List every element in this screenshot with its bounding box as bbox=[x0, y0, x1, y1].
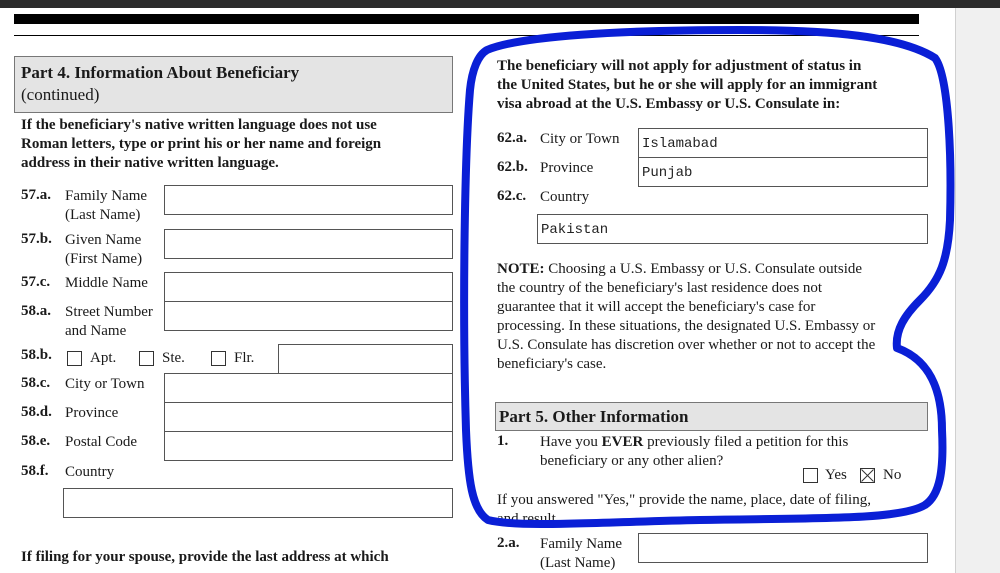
given-name-label: Given Name (First Name) bbox=[65, 232, 143, 267]
field-number: 57.b. bbox=[21, 231, 52, 247]
field-number: 58.e. bbox=[21, 433, 51, 449]
part5-title: Part 5. Other Information bbox=[499, 407, 689, 426]
embassy-province-input[interactable]: Punjab bbox=[638, 157, 928, 187]
province-label: Province bbox=[65, 405, 119, 421]
part4-title: Part 4. Information About Beneficiary bbox=[21, 63, 300, 82]
part4-intro: If the beneficiary's native written language does not use Roman letters, type or print his or her name and foreign address in their native written language. bbox=[21, 117, 382, 171]
flr-label: Flr. bbox=[234, 350, 255, 366]
apt-checkbox[interactable] bbox=[67, 351, 82, 366]
part4-subtitle: (continued) bbox=[21, 85, 100, 104]
country-label: Country bbox=[65, 464, 115, 480]
flr-checkbox[interactable] bbox=[211, 351, 226, 366]
apt-label: Apt. bbox=[90, 350, 117, 366]
field-number: 62.b. bbox=[497, 159, 528, 175]
field-number: 2.a. bbox=[497, 535, 520, 551]
beneficiary-city-input[interactable] bbox=[164, 373, 453, 403]
spouse-address-instruction: If filing for your spouse, provide the last address at which bbox=[21, 549, 389, 565]
no-label: No bbox=[883, 467, 902, 483]
form-top-rule bbox=[14, 14, 919, 24]
middle-name-label: Middle Name bbox=[65, 275, 148, 291]
field-number: 58.a. bbox=[21, 303, 51, 319]
field-number: 58.f. bbox=[21, 463, 49, 479]
field-number: 62.c. bbox=[497, 188, 527, 204]
ste-checkbox[interactable] bbox=[139, 351, 154, 366]
embassy-city-input[interactable]: Islamabad bbox=[638, 128, 928, 158]
family-name-label: Family Name (Last Name) bbox=[65, 188, 148, 223]
ste-label: Ste. bbox=[162, 350, 185, 366]
city-label: City or Town bbox=[65, 376, 145, 392]
embassy-country-input[interactable]: Pakistan bbox=[537, 214, 928, 244]
embassy-note: NOTE: Choosing a U.S. Embassy or U.S. Consulate outside the country of the beneficiary's last residence does not guarantee that it will accept the beneficiary's case for processing. In these situations, the designated U.S. Embassy or U.S. Consulate has discretion over whether or not to accept the beneficiary's case. bbox=[497, 261, 876, 372]
field-number: 58.b. bbox=[21, 347, 52, 363]
unit-number-input[interactable] bbox=[278, 344, 453, 374]
prior-family-name-label: Family Name (Last Name) bbox=[540, 536, 623, 571]
field-number: 57.a. bbox=[21, 187, 51, 203]
embassy-city-label: City or Town bbox=[540, 131, 620, 147]
part4-header bbox=[14, 56, 453, 113]
embassy-intro: The beneficiary will not apply for adjustment of status in the United States, but he or she will apply for an immigrant visa abroad at the U.S. Embassy or U.S. Consulate in: bbox=[497, 58, 878, 112]
no-checkbox[interactable] bbox=[860, 468, 875, 483]
field-number: 57.c. bbox=[21, 274, 51, 290]
viewer-scroll-strip[interactable] bbox=[955, 8, 1000, 573]
postal-code-label: Postal Code bbox=[65, 434, 138, 450]
beneficiary-given-name-input[interactable] bbox=[164, 229, 453, 259]
field-number: 58.c. bbox=[21, 375, 51, 391]
street-label: Street Number and Name bbox=[65, 304, 153, 339]
beneficiary-family-name-input[interactable] bbox=[164, 185, 453, 215]
yes-label: Yes bbox=[825, 467, 847, 483]
form-thin-rule bbox=[14, 35, 919, 36]
beneficiary-street-input[interactable] bbox=[164, 301, 453, 331]
part5-header bbox=[495, 402, 928, 431]
field-number: 58.d. bbox=[21, 404, 52, 420]
beneficiary-country-input[interactable] bbox=[63, 488, 453, 518]
embassy-province-label: Province bbox=[540, 160, 594, 176]
beneficiary-province-input[interactable] bbox=[164, 402, 453, 432]
question-number: 1. bbox=[497, 433, 509, 449]
beneficiary-middle-name-input[interactable] bbox=[164, 272, 453, 302]
prior-family-name-input[interactable] bbox=[638, 533, 928, 563]
followup-instruction: If you answered "Yes," provide the name, place, date of filing, and result. bbox=[497, 492, 871, 527]
prior-petition-question: Have you EVER previously filed a petition for this beneficiary or any other alien? bbox=[540, 434, 849, 469]
beneficiary-postal-code-input[interactable] bbox=[164, 431, 453, 461]
embassy-country-label: Country bbox=[540, 189, 590, 205]
field-number: 62.a. bbox=[497, 130, 527, 146]
yes-checkbox[interactable] bbox=[803, 468, 818, 483]
